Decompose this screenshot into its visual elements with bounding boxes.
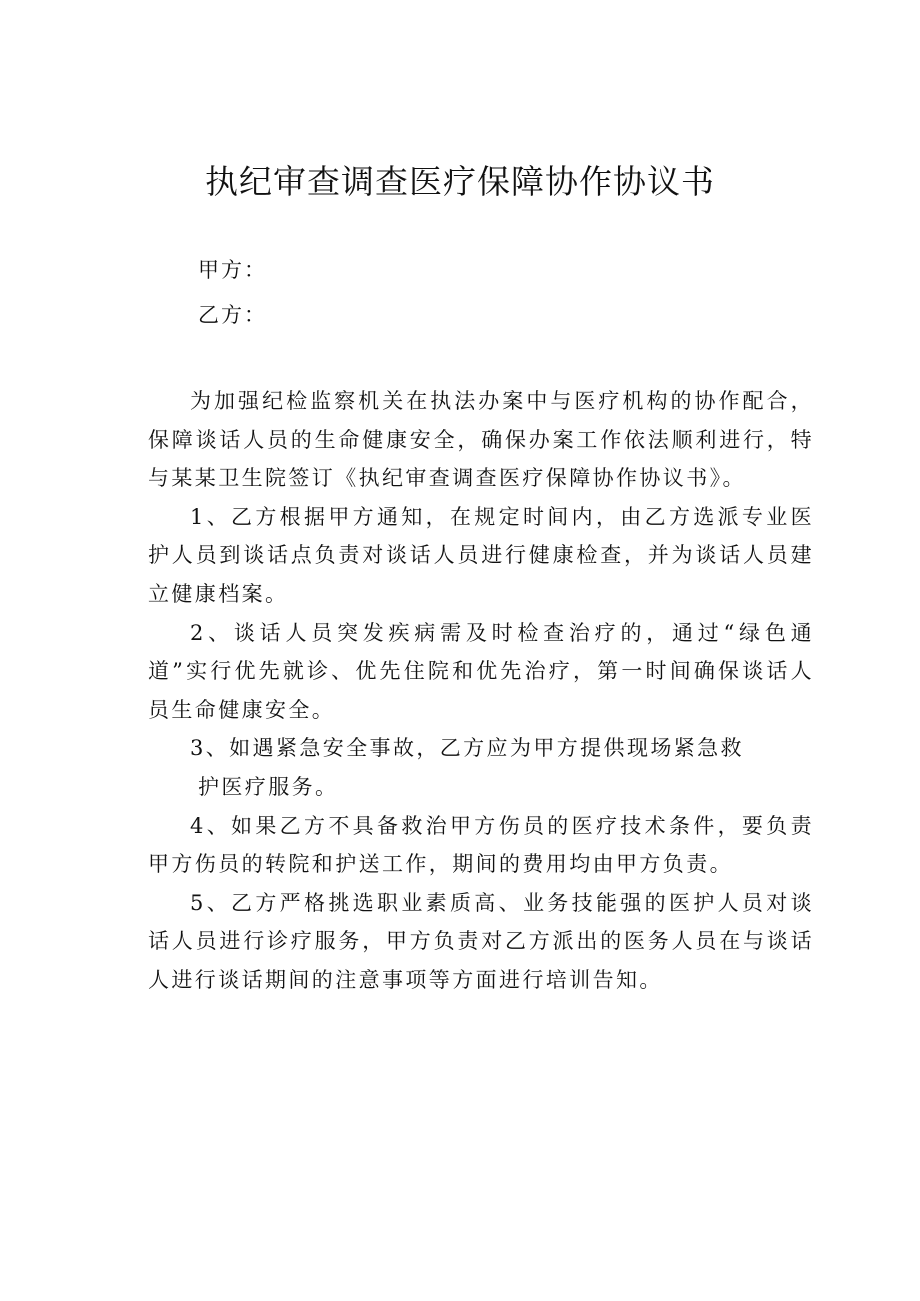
clause-4-paragraph: 4、如果乙方不具备救治甲方伤员的医疗技术条件，要负责甲方伤员的转院和护送工作，期间的费用均由甲方负责。 <box>148 813 814 877</box>
clause-1-paragraph: 1、乙方根据甲方通知，在规定时间内，由乙方选派专业医护人员到谈话点负责对谈话人员进行健康检查，并为谈话人员建立健康档案。 <box>148 504 814 606</box>
party-b-label: 乙方： <box>198 303 267 327</box>
clause-5-paragraph: 5、乙方严格挑选职业素质高、业务技能强的医护人员对谈话人员进行诊疗服务，甲方负责对乙方派出的医务人员在与谈话人进行谈话期间的注意事项等方面进行培训告知。 <box>148 890 814 992</box>
document-title: 执纪审查调查医疗保障协作协议书 <box>205 162 715 201</box>
clause-3-paragraph: 3、如遇紧急安全事故，乙方应为甲方提供现场紧急救 <box>190 736 744 761</box>
clause-3-continuation: 护医疗服务。 <box>198 774 339 799</box>
party-a-label: 甲方： <box>198 258 267 282</box>
clause-2-paragraph: 2、谈话人员突发疾病需及时检查治疗的，通过“绿色通道”实行优先就诊、优先住院和优先治疗，第一时间确保谈话人员生命健康安全。 <box>148 620 814 722</box>
agreement-body <box>148 382 814 1000</box>
intro-paragraph: 为加强纪检监察机关在执法办案中与医疗机构的协作配合，保障谈话人员的生命健康安全，确保办案工作依法顺利进行，特与某某卫生院签订《执纪审查调查医疗保障协作协议书》。 <box>148 389 814 491</box>
